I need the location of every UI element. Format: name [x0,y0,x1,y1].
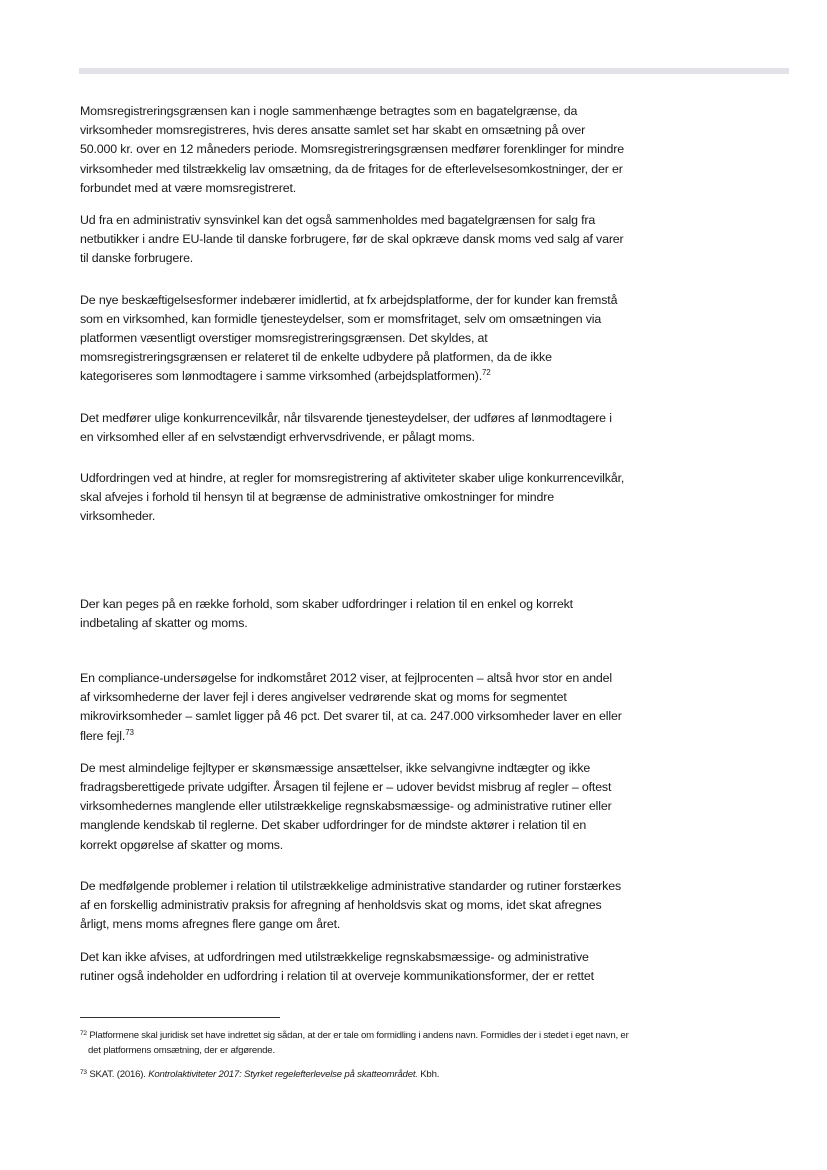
footnote-ref: 73 [125,727,134,737]
citation-title: Kontrolaktiviteter 2017: Styrket regelefterlevelse på skatteområdet. [148,1069,418,1080]
paragraph: Udfordringen ved at hindre, at regler for momsregistrering af aktiviteter skaber ulige konkurrencevilkår, skal afvejes i forhold til hensyn til at begrænse de administrative omkostninger for mindre virksomheder. [80,471,625,524]
paragraph: Det kan ikke afvises, at udfordringen med utilstrækkelige regnskabsmæssige- og administrative rutiner også indeholder en udfordring i relation til at overveje kommunikationsformer, der er rettet [80,949,594,983]
paragraph: Det medfører ulige konkurrencevilkår, når tilsvarende tjenesteydelser, der udføres af lønmodtagere i en virksomhed eller af en selvstændigt erhvervsdrivende, er pålagt moms. [80,410,612,444]
paragraph: En compliance-undersøgelse for indkomståret 2012 viser, at fejlprocenten – altså hvor stor en andel af virksomhederne der laver fejl i deres angivelser vedrørende skat og moms for segmentet mikrovirksomheder – samlet ligger på 46 pct. Det svarer til, at ca. 247.000 virksomheder laver en eller flere fejl.$^{73}$ [80,671,622,743]
footnote-separator [80,1017,280,1018]
footnotes [80,1028,640,1082]
paragraph: De mest almindelige fejltyper er skønsmæssige ansættelser, ikke selvangivne indtægter og ikke fradragsberettigede private udgifter. Årsagen til fejlene er – udover bevidst misbrug af regler – oftest virksomhedernes manglende eller utilstrækkelige regnskabsmæssige- og administrative rutiner eller manglende kendskab til reglerne. Det skaber udfordringer for de mindste aktører i relation til en korrekt opgørelse af skatter og moms. [80,760,612,852]
paragraph: Momsregistreringsgrænsen kan i nogle sammenhænge betragtes som en bagatelgrænse, da virksomheder momsregistreres, hvis deres ansatte samlet set har skabt en omsætning på over 50.000 kr. over en 12 måneders periode. Momsregistreringsgrænsen medfører forenklinger for mindre virksomheder med tilstrækkelig lav omsætning, da de fritages for de efterlevelsesomkostninger, der er forbundet med at være momsregistreret. [80,104,624,195]
paragraph: Ud fra en administrativ synsvinkel kan det også sammenholdes med bagatelgrænsen for salg fra netbutikker i andre EU-lande til danske forbrugere, før de skal opkræve dansk moms ved salg af varer til danske forbrugere. [80,213,624,266]
footnote-ref: 72 [482,368,491,378]
header-rule [79,68,789,74]
footnote-73: $^{73}$ SKAT. (2016). Kontrolaktiviteter 2017: Styrket regelefterlevelse på skatteområdet. Kbh. [80,1069,440,1080]
paragraph: Der kan peges på en række forhold, som skaber udfordringer i relation til en enkel og korrekt indbetaling af skatter og moms. [80,596,573,630]
paragraph: De nye beskæftigelsesformer indebærer imidlertid, at fx arbejdsplatforme, der for kunder kan fremstå som en virksomhed, kan formidle tjenesteydelser, som er momsfritaget, selv om omsætningen via platformen væsentligt overstiger momsregistreringsgrænsen. Det skyldes, at momsregistreringsgrænsen er relateret til de enkelte udbydere på platformen, da de ikke kategoriseres som lønmodtagere i samme virksomhed (arbejdsplatformen).$^{72}$ [80,292,618,384]
footnote-72: $^{72}$ Platformene skal juridisk set have indrettet sig sådan, at der er tale om formidling i andens navn. Formidles der i stedet i eget navn, er det platformens omsætning, der er afgørende. [80,1030,629,1056]
paragraph: De medfølgende problemer i relation til utilstrækkelige administrative standarder og rutiner forstærkes af en forskellig administrativ praksis for afregning af henholdsvis skat og moms, idet skat afregnes årligt, mens moms afregnes flere gange om året. [80,878,621,932]
body-text [80,102,625,986]
